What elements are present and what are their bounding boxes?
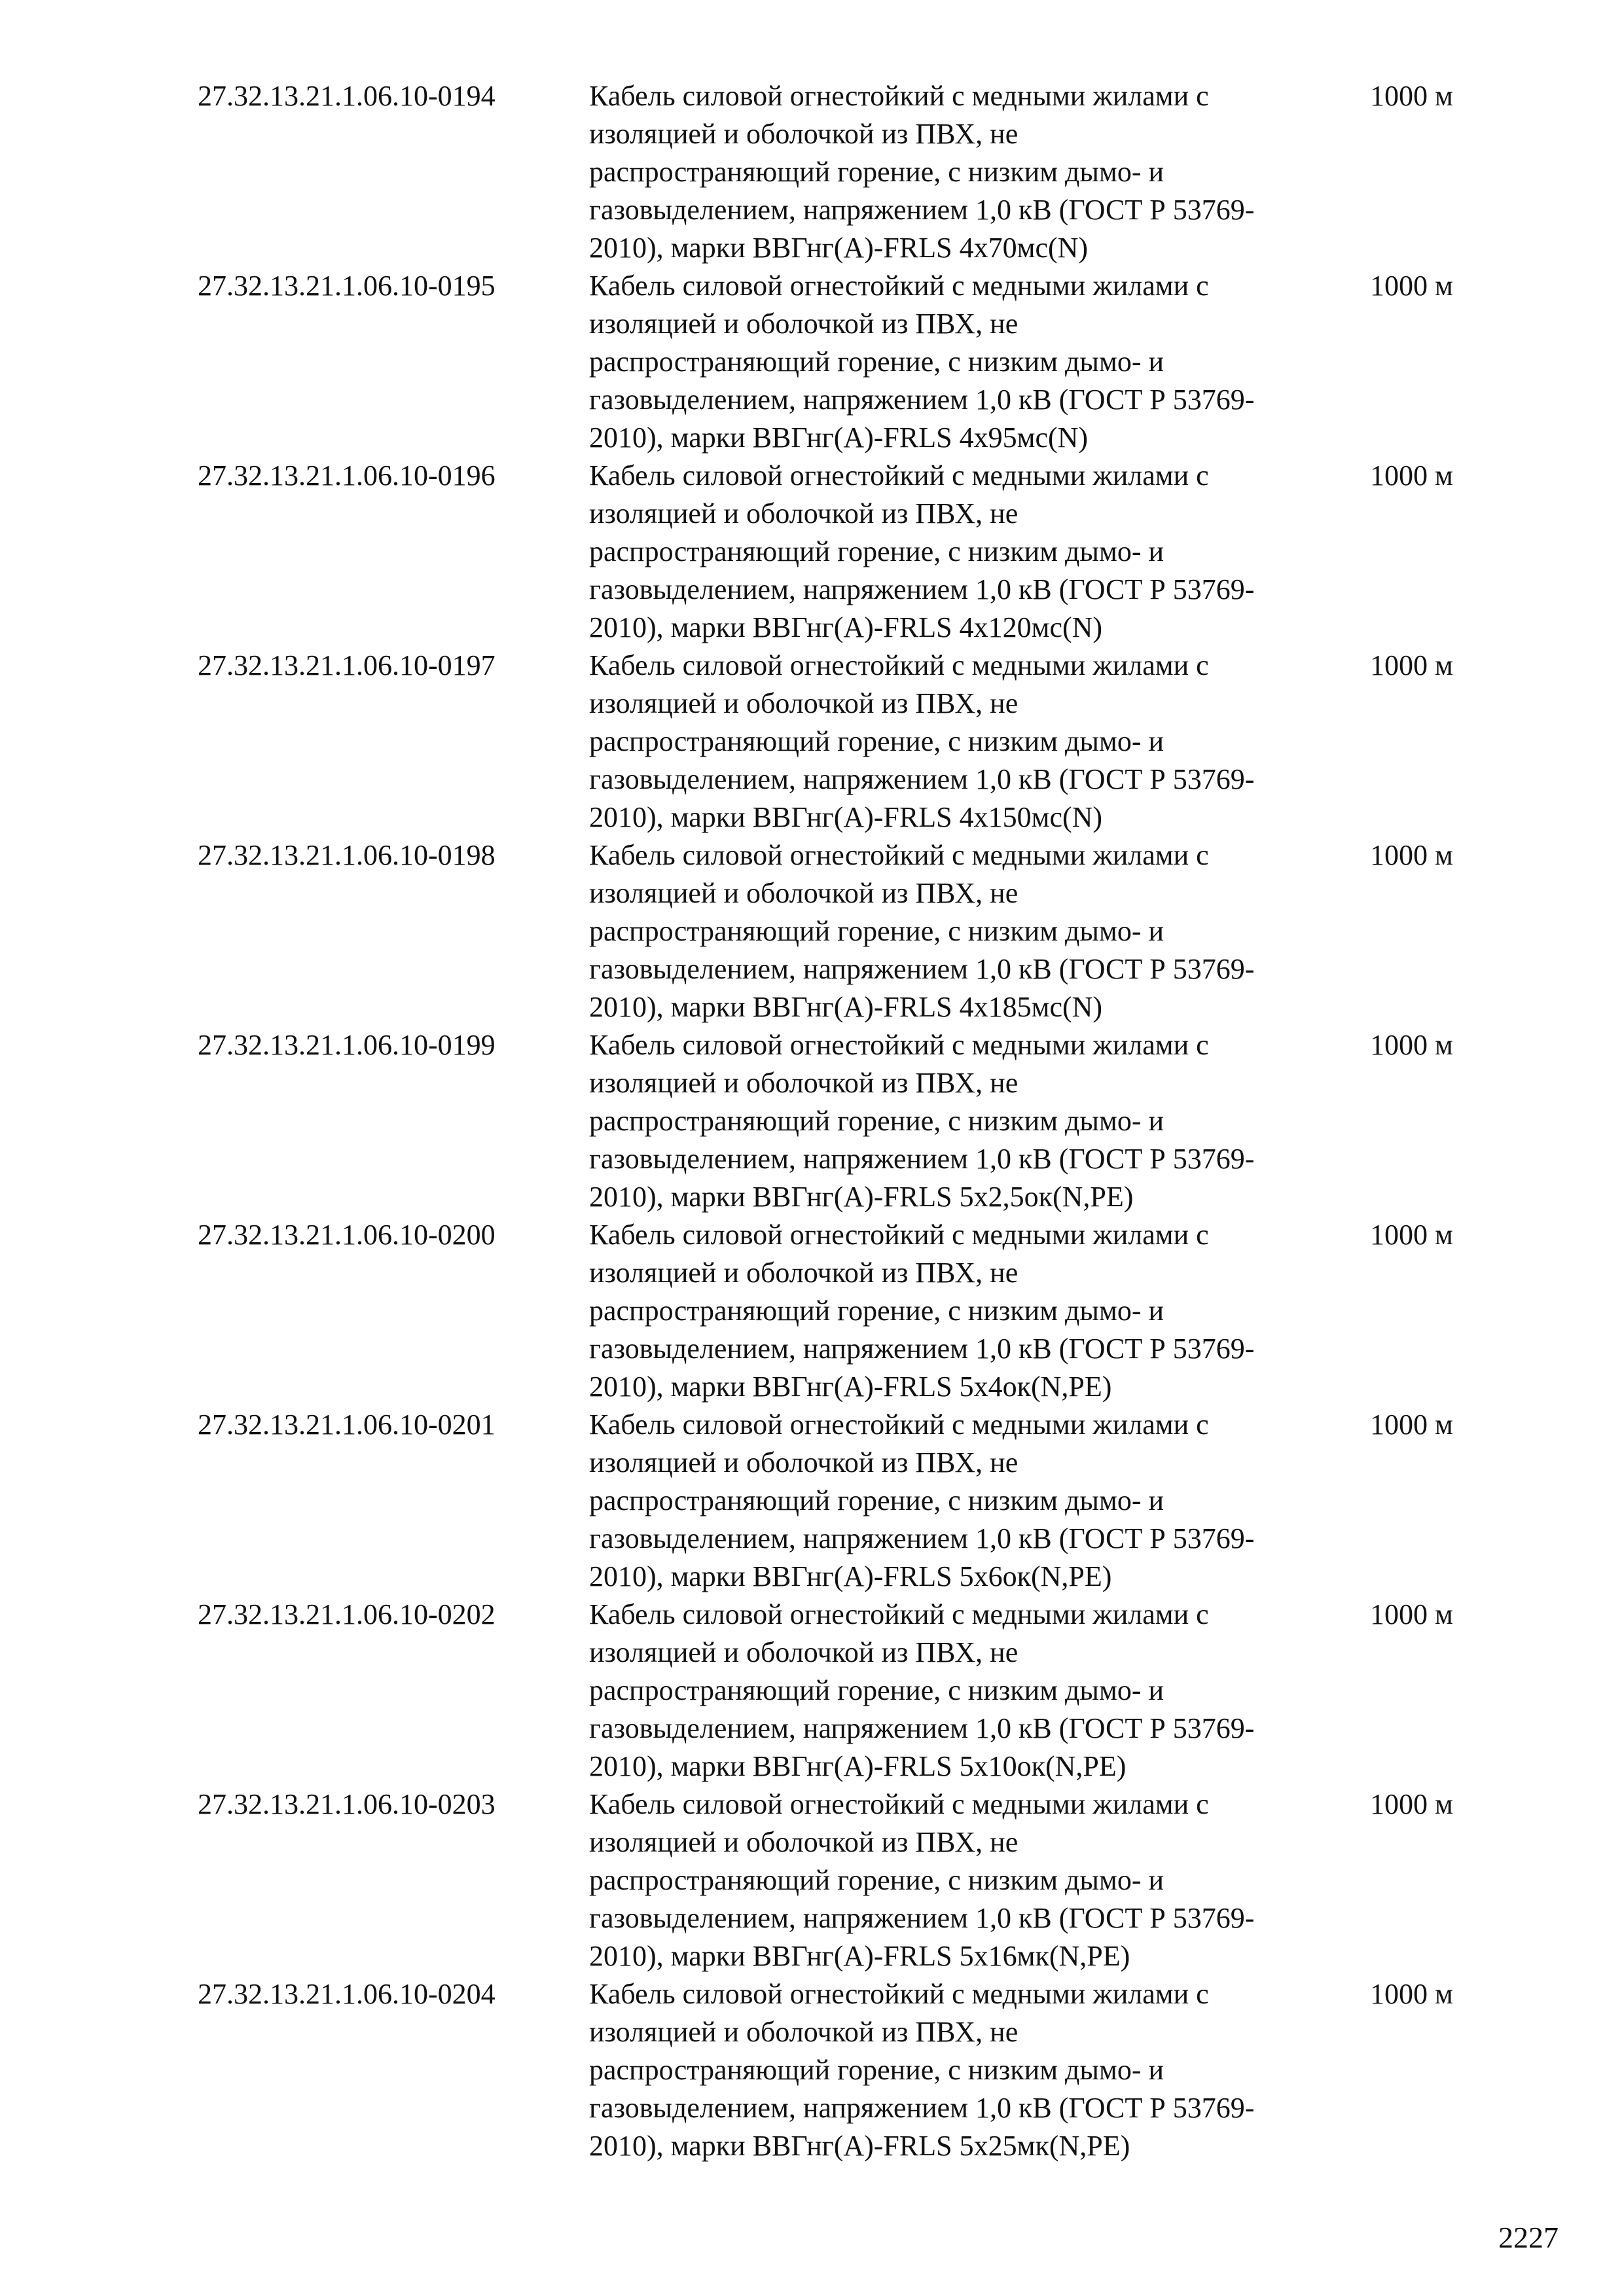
description-line: изоляцией и оболочкой из ПВХ, не xyxy=(589,1067,1019,1099)
description-line: Кабель силовой огнестойкий с медными жилами с xyxy=(589,270,1209,302)
table-row xyxy=(0,836,1624,1026)
description-line: 2010), марки ВВГнг(А)-FRLS 4x95мс(N) xyxy=(589,422,1089,454)
item-code: 27.32.13.21.1.06.10-0197 xyxy=(198,649,496,681)
description-line: распространяющий горение, с низким дымо- и xyxy=(589,346,1164,378)
description-line: распространяющий горение, с низким дымо- и xyxy=(589,1674,1164,1706)
description-line: Кабель силовой огнестойкий с медными жилами с xyxy=(589,1788,1209,1820)
description-line: распространяющий горение, с низким дымо- и xyxy=(589,915,1164,947)
item-code: 27.32.13.21.1.06.10-0200 xyxy=(198,1219,496,1251)
item-code: 27.32.13.21.1.06.10-0201 xyxy=(198,1408,496,1441)
item-unit: 1000 м xyxy=(1370,270,1453,302)
item-unit: 1000 м xyxy=(1370,649,1453,681)
description-line: Кабель силовой огнестойкий с медными жилами с xyxy=(589,649,1209,681)
item-code: 27.32.13.21.1.06.10-0202 xyxy=(198,1598,496,1630)
description-line: газовыделением, напряжением 1,0 кВ (ГОСТ Р 53769- xyxy=(589,1902,1255,1934)
description-line: Кабель силовой огнестойкий с медными жилами с xyxy=(589,839,1209,871)
item-code: 27.32.13.21.1.06.10-0199 xyxy=(198,1029,496,1061)
item-unit: 1000 м xyxy=(1370,459,1453,492)
description-line: изоляцией и оболочкой из ПВХ, не xyxy=(589,497,1019,529)
item-unit: 1000 м xyxy=(1370,839,1453,871)
description-line: изоляцией и оболочкой из ПВХ, не xyxy=(589,1257,1019,1289)
description-line: изоляцией и оболочкой из ПВХ, не xyxy=(589,2016,1019,2048)
table-row xyxy=(0,1785,1624,1975)
item-description xyxy=(589,77,1362,267)
description-line: газовыделением, напряжением 1,0 кВ (ГОСТ Р 53769- xyxy=(589,763,1255,795)
item-unit: 1000 м xyxy=(1370,1598,1453,1630)
description-line: распространяющий горение, с низким дымо- и xyxy=(589,1864,1164,1896)
table-row xyxy=(0,1216,1624,1406)
description-line: изоляцией и оболочкой из ПВХ, не xyxy=(589,1446,1019,1479)
item-code: 27.32.13.21.1.06.10-0194 xyxy=(198,80,496,112)
description-line: изоляцией и оболочкой из ПВХ, не xyxy=(589,308,1019,340)
item-unit: 1000 м xyxy=(1370,1408,1453,1441)
description-line: 2010), марки ВВГнг(А)-FRLS 5x16мк(N,PE) xyxy=(589,1940,1130,1972)
item-unit: 1000 м xyxy=(1370,1219,1453,1251)
description-line: изоляцией и оболочкой из ПВХ, не xyxy=(589,877,1019,909)
item-unit: 1000 м xyxy=(1370,80,1453,112)
description-line: Кабель силовой огнестойкий с медными жилами с xyxy=(589,1598,1209,1630)
description-line: распространяющий горение, с низким дымо- и xyxy=(589,1105,1164,1137)
item-code: 27.32.13.21.1.06.10-0203 xyxy=(198,1788,496,1820)
item-description xyxy=(589,1596,1362,1785)
item-description xyxy=(589,1216,1362,1406)
description-line: 2010), марки ВВГнг(А)-FRLS 4x70мс(N) xyxy=(589,232,1089,264)
item-description xyxy=(589,267,1362,457)
description-line: газовыделением, напряжением 1,0 кВ (ГОСТ Р 53769- xyxy=(589,573,1255,605)
item-description xyxy=(589,647,1362,836)
table-row xyxy=(0,1026,1624,1216)
table-row xyxy=(0,267,1624,457)
description-line: газовыделением, напряжением 1,0 кВ (ГОСТ Р 53769- xyxy=(589,194,1255,226)
item-code: 27.32.13.21.1.06.10-0195 xyxy=(198,270,496,302)
description-line: Кабель силовой огнестойкий с медными жилами с xyxy=(589,1978,1209,2010)
table-row xyxy=(0,457,1624,647)
description-line: распространяющий горение, с низким дымо- и xyxy=(589,1484,1164,1516)
description-line: газовыделением, напряжением 1,0 кВ (ГОСТ Р 53769- xyxy=(589,2092,1255,2124)
table-row xyxy=(0,1596,1624,1785)
description-line: Кабель силовой огнестойкий с медными жилами с xyxy=(589,1219,1209,1251)
description-line: 2010), марки ВВГнг(А)-FRLS 5x6ок(N,PE) xyxy=(589,1560,1112,1592)
page-number: 2227 xyxy=(1498,2221,1559,2254)
table-row xyxy=(0,77,1624,267)
item-code: 27.32.13.21.1.06.10-0196 xyxy=(198,459,496,492)
table-row xyxy=(0,1975,1624,2165)
description-line: 2010), марки ВВГнг(А)-FRLS 4x150мс(N) xyxy=(589,801,1103,833)
description-line: 2010), марки ВВГнг(А)-FRLS 5x4ок(N,PE) xyxy=(589,1371,1112,1403)
item-code: 27.32.13.21.1.06.10-0198 xyxy=(198,839,496,871)
description-line: газовыделением, напряжением 1,0 кВ (ГОСТ Р 53769- xyxy=(589,1333,1255,1365)
item-description xyxy=(589,457,1362,647)
table-row xyxy=(0,1406,1624,1596)
item-description xyxy=(589,1785,1362,1975)
description-line: Кабель силовой огнестойкий с медными жилами с xyxy=(589,80,1209,112)
description-line: 2010), марки ВВГнг(А)-FRLS 4x185мс(N) xyxy=(589,991,1103,1023)
item-unit: 1000 м xyxy=(1370,1029,1453,1061)
description-line: распространяющий горение, с низким дымо- и xyxy=(589,725,1164,757)
description-line: газовыделением, напряжением 1,0 кВ (ГОСТ Р 53769- xyxy=(589,1712,1255,1744)
table-row xyxy=(0,647,1624,836)
description-line: 2010), марки ВВГнг(А)-FRLS 5x2,5ок(N,PE) xyxy=(589,1181,1134,1213)
description-line: газовыделением, напряжением 1,0 кВ (ГОСТ Р 53769- xyxy=(589,953,1255,985)
item-description xyxy=(589,1406,1362,1596)
item-description xyxy=(589,1975,1362,2165)
description-line: 2010), марки ВВГнг(А)-FRLS 5x10ок(N,PE) xyxy=(589,1750,1127,1782)
item-description xyxy=(589,1026,1362,1216)
description-line: изоляцией и оболочкой из ПВХ, не xyxy=(589,1826,1019,1858)
description-line: 2010), марки ВВГнг(А)-FRLS 5x25мк(N,PE) xyxy=(589,2130,1130,2162)
description-line: распространяющий горение, с низким дымо- и xyxy=(589,2054,1164,2086)
description-line: газовыделением, напряжением 1,0 кВ (ГОСТ Р 53769- xyxy=(589,384,1255,416)
description-line: распространяющий горение, с низким дымо- и xyxy=(589,535,1164,567)
description-line: Кабель силовой огнестойкий с медными жилами с xyxy=(589,1408,1209,1441)
description-line: Кабель силовой огнестойкий с медными жилами с xyxy=(589,459,1209,492)
item-code: 27.32.13.21.1.06.10-0204 xyxy=(198,1978,496,2010)
description-line: Кабель силовой огнестойкий с медными жилами с xyxy=(589,1029,1209,1061)
description-line: изоляцией и оболочкой из ПВХ, не xyxy=(589,687,1019,719)
description-line: распространяющий горение, с низким дымо- и xyxy=(589,1295,1164,1327)
catalog-table xyxy=(0,77,1624,2165)
description-line: газовыделением, напряжением 1,0 кВ (ГОСТ Р 53769- xyxy=(589,1522,1255,1554)
description-line: газовыделением, напряжением 1,0 кВ (ГОСТ Р 53769- xyxy=(589,1143,1255,1175)
description-line: 2010), марки ВВГнг(А)-FRLS 4x120мс(N) xyxy=(589,611,1103,643)
item-unit: 1000 м xyxy=(1370,1788,1453,1820)
description-line: изоляцией и оболочкой из ПВХ, не xyxy=(589,1636,1019,1668)
item-unit: 1000 м xyxy=(1370,1978,1453,2010)
description-line: распространяющий горение, с низким дымо- и xyxy=(589,156,1164,188)
description-line: изоляцией и оболочкой из ПВХ, не xyxy=(589,118,1019,150)
item-description xyxy=(589,836,1362,1026)
